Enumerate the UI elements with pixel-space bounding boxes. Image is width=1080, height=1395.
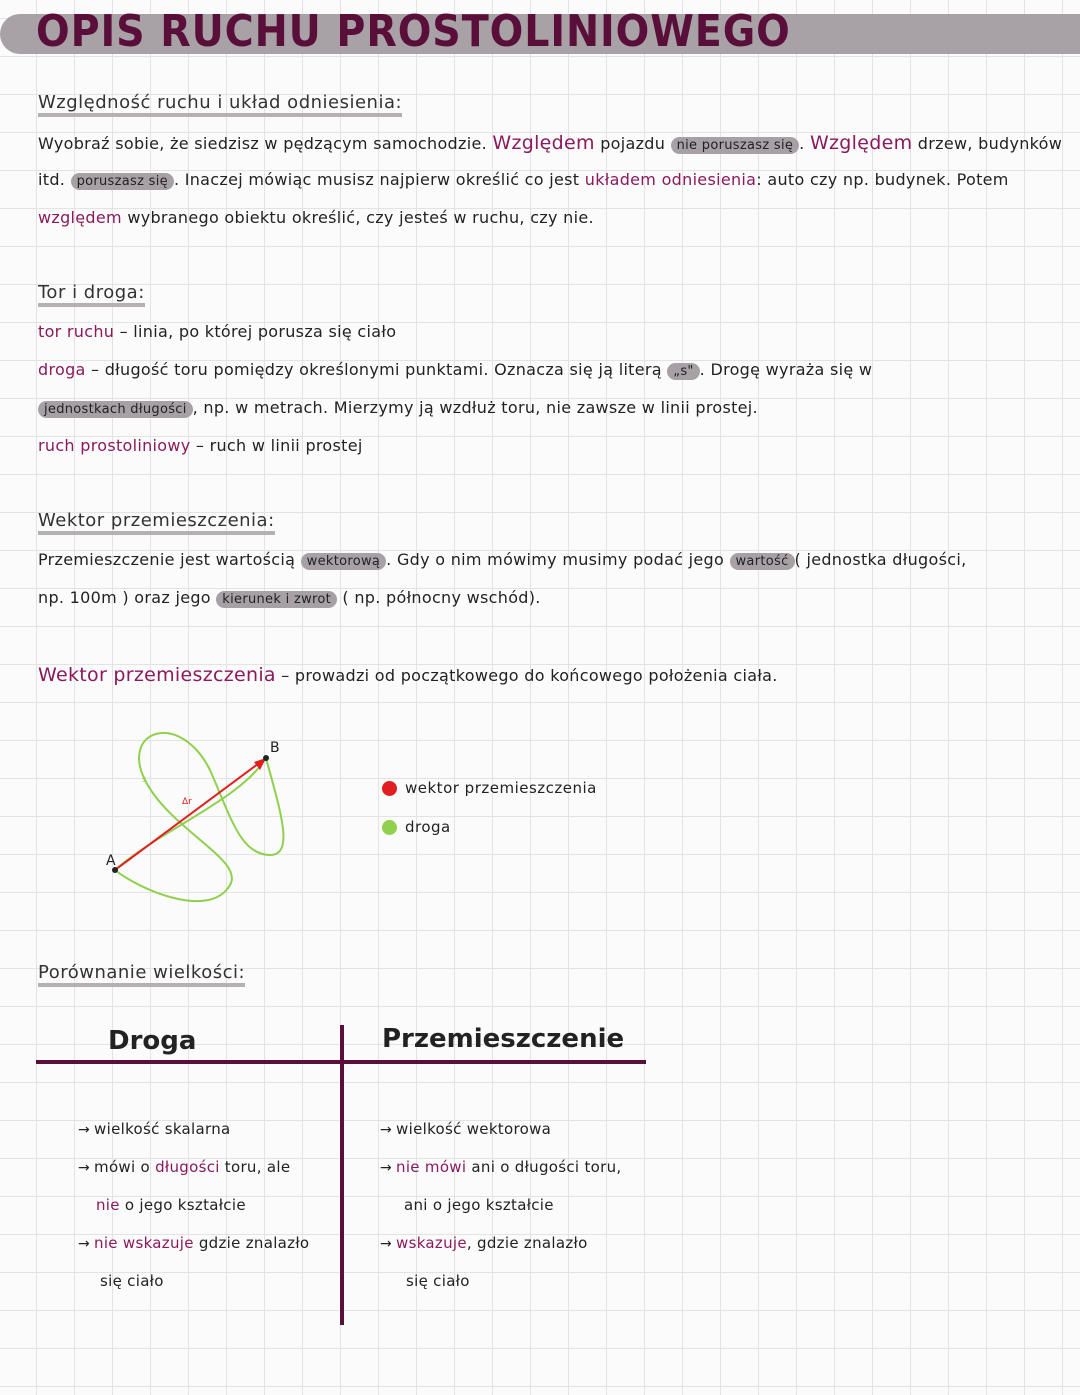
table-cell bbox=[78, 1120, 231, 1138]
highlight-term: nie mówi bbox=[396, 1158, 467, 1176]
text: toru, ale bbox=[224, 1158, 291, 1176]
column-header-przemieszczenie: Przemieszczenie bbox=[382, 1024, 625, 1054]
marked-phrase: kierunek i zwrot bbox=[216, 591, 337, 608]
text: . Drogę wyraża się w bbox=[699, 360, 873, 379]
text-line bbox=[38, 208, 594, 227]
highlight-term: Wektor przemieszczenia bbox=[38, 664, 276, 686]
text: drzew, budynków bbox=[917, 134, 1063, 153]
arrow-right-icon: → bbox=[380, 1236, 393, 1252]
text-line bbox=[38, 588, 541, 607]
red-dot-icon bbox=[382, 781, 397, 796]
legend-label: wektor przemieszczenia bbox=[405, 779, 597, 797]
marked-phrase: „s" bbox=[667, 363, 699, 380]
marked-phrase: poruszasz się bbox=[71, 173, 174, 190]
text: gdzie znalazło bbox=[198, 1234, 310, 1252]
vector-label: Δr bbox=[182, 797, 192, 807]
table-cell: się ciało bbox=[100, 1272, 164, 1290]
section-header-path: Tor i droga: bbox=[38, 282, 145, 307]
text: itd. bbox=[38, 170, 66, 189]
highlight-term: długości bbox=[155, 1158, 220, 1176]
text: – długość toru pomiędzy określonymi punktami. Oznacza się ją literą bbox=[85, 360, 662, 379]
section-relativity bbox=[38, 92, 1063, 227]
highlight-term: droga bbox=[38, 360, 86, 379]
highlight-term: względem bbox=[38, 208, 122, 227]
section-header-relativity: Względność ruchu i układ odniesienia: bbox=[38, 92, 402, 117]
table-cell bbox=[380, 1120, 551, 1138]
text: – ruch w linii prostej bbox=[190, 436, 363, 455]
highlight-term: ruch prostoliniowy bbox=[38, 436, 191, 455]
table-cell bbox=[78, 1158, 290, 1176]
text-line bbox=[38, 322, 396, 341]
legend-item-vector bbox=[382, 779, 597, 797]
text-line bbox=[38, 436, 363, 455]
marked-phrase: wartość bbox=[730, 553, 795, 570]
table-cell: ani o jego kształcie bbox=[404, 1196, 554, 1214]
text: . bbox=[799, 134, 805, 153]
legend-label: droga bbox=[405, 818, 451, 836]
text: , np. w metrach. Mierzymy ją wzdłuż toru, nie zawsze w linii prostej. bbox=[192, 398, 758, 417]
text: wybranego obiektu określić, czy jesteś w ruchu, czy nie. bbox=[127, 208, 594, 227]
text: o jego kształcie bbox=[124, 1196, 246, 1214]
path-label: s bbox=[142, 775, 147, 785]
table-cell bbox=[96, 1196, 246, 1214]
highlight-term: tor ruchu bbox=[38, 322, 115, 341]
marked-phrase: nie poruszasz się bbox=[671, 137, 800, 154]
text: – linia, po której porusza się ciało bbox=[114, 322, 397, 341]
text-line bbox=[38, 398, 758, 417]
text-line bbox=[38, 664, 778, 686]
table-cell: się ciało bbox=[406, 1272, 470, 1290]
arrow-right-icon: → bbox=[78, 1160, 91, 1176]
arrow-right-icon: → bbox=[78, 1122, 91, 1138]
point-b-label: B bbox=[270, 740, 280, 756]
highlight-term: wskazuje bbox=[396, 1234, 467, 1252]
text: mówi o bbox=[94, 1158, 151, 1176]
table-cell bbox=[380, 1158, 621, 1176]
text-line bbox=[38, 360, 872, 379]
text: Wyobraź sobie, że siedzisz w pędzącym samochodzie. bbox=[38, 134, 487, 153]
text-line bbox=[38, 550, 966, 569]
path-curve bbox=[115, 733, 283, 901]
text: ( jednostka długości, bbox=[794, 550, 967, 569]
text: pojazdu bbox=[600, 134, 666, 153]
text: ( np. północny wschód). bbox=[342, 588, 541, 607]
section-comparison bbox=[38, 962, 1038, 987]
highlight-term: nie wskazuje bbox=[94, 1234, 194, 1252]
displacement-vector bbox=[115, 758, 266, 870]
page-title: OPIS RUCHU PROSTOLINIOWEGO bbox=[36, 6, 791, 57]
text: ani o długości toru, bbox=[471, 1158, 622, 1176]
highlight-term: układem odniesienia bbox=[584, 170, 757, 189]
section-displacement bbox=[38, 510, 1038, 686]
text: , gdzie znalazło bbox=[466, 1234, 588, 1252]
marked-phrase: jednostkach długości bbox=[38, 401, 193, 418]
arrow-right-icon: → bbox=[380, 1160, 393, 1176]
legend-item-path bbox=[382, 818, 451, 836]
displacement-diagram bbox=[90, 720, 330, 920]
table-cell bbox=[380, 1234, 588, 1252]
section-header-displacement: Wektor przemieszczenia: bbox=[38, 510, 275, 535]
table-cell bbox=[78, 1234, 309, 1252]
point-a-label: A bbox=[106, 853, 116, 869]
column-header-droga: Droga bbox=[108, 1026, 197, 1056]
text: . Gdy o nim mówimy musimy podać jego bbox=[386, 550, 725, 569]
marked-phrase: wektorową bbox=[301, 553, 387, 570]
highlight-term: Względem bbox=[809, 132, 913, 154]
highlight-term: Względem bbox=[492, 132, 595, 154]
arrow-right-icon: → bbox=[380, 1122, 393, 1138]
text: Przemieszczenie jest wartością bbox=[38, 550, 296, 569]
text-line bbox=[38, 132, 1062, 154]
text: wielkość wektorowa bbox=[396, 1120, 552, 1138]
section-header-comparison: Porównanie wielkości: bbox=[38, 962, 245, 987]
text: wielkość skalarna bbox=[94, 1120, 231, 1138]
point-b bbox=[263, 755, 269, 761]
highlight-term: nie bbox=[96, 1196, 120, 1214]
text: : auto czy np. budynek. Potem bbox=[756, 170, 1009, 189]
green-dot-icon bbox=[382, 820, 397, 835]
text: . Inaczej mówiąc musisz najpierw określić co jest bbox=[173, 170, 580, 189]
text: – prowadzi od początkowego do końcowego położenia ciała. bbox=[275, 666, 778, 685]
section-path bbox=[38, 282, 1038, 455]
text: np. 100m ) oraz jego bbox=[38, 588, 211, 607]
text-line bbox=[38, 170, 1009, 189]
table-vertical-rule bbox=[340, 1025, 344, 1325]
arrow-right-icon: → bbox=[78, 1236, 91, 1252]
